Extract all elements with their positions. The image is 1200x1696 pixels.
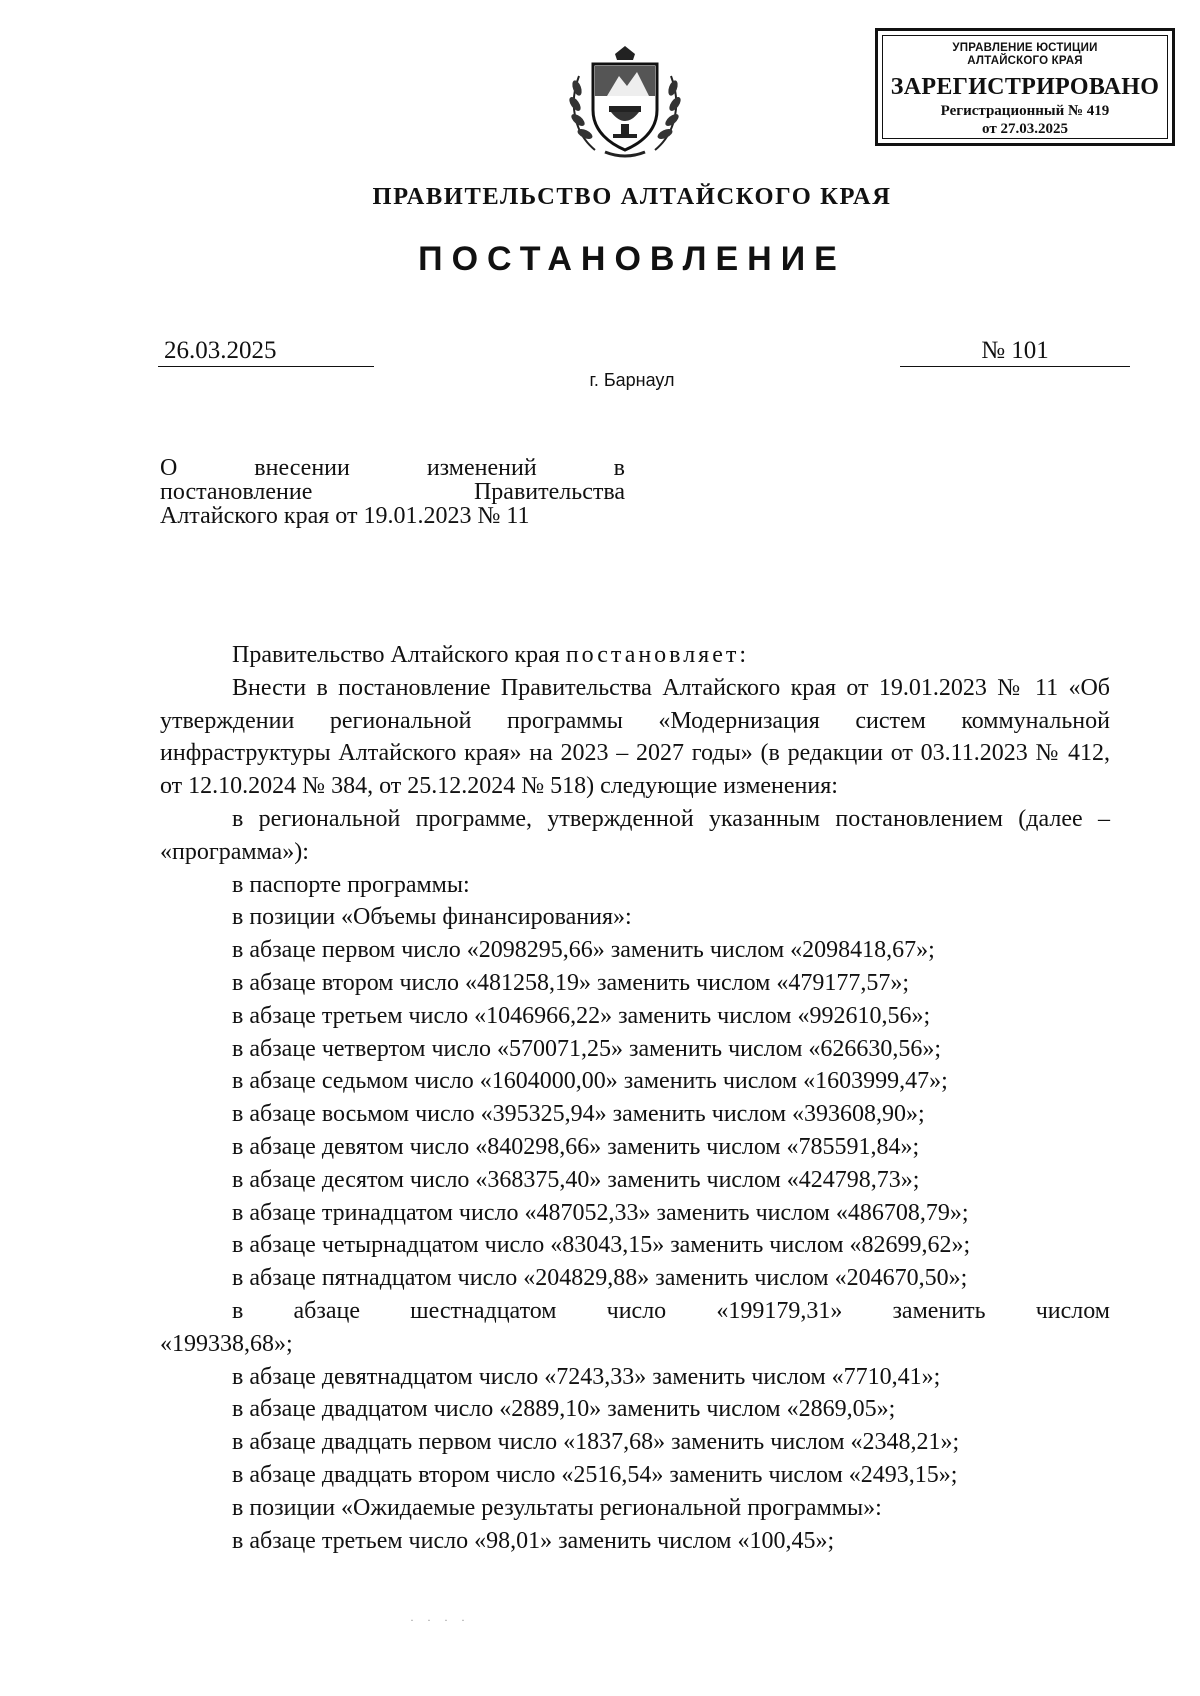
long-item-word: «199179,31»	[716, 1297, 843, 1324]
subject-word: изменений	[426, 455, 537, 481]
subject-word: внесении	[254, 455, 350, 481]
registration-stamp	[875, 28, 1175, 146]
amendment-list-a	[160, 869, 1110, 1295]
stamp-reg-date: от 27.03.2025	[982, 121, 1068, 137]
document-body	[160, 639, 1110, 1557]
amendment-item: в позиции «Ожидаемые результаты региональной программы»:	[232, 1494, 882, 1521]
subject-line-2	[160, 480, 625, 504]
stamp-status: ЗАРЕГИСТРИРОВАНО	[890, 74, 1160, 100]
amendment-item: в абзаце тринадцатом число «487052,33» заменить числом «486708,79»;	[232, 1199, 969, 1226]
amendment-item: в абзаце десятом число «368375,40» заменить числом «424798,73»;	[232, 1166, 920, 1193]
paragraph-2: в региональной программе, утвержденной указанным постановлением (далее – «программа»):	[160, 805, 1110, 865]
amendment-item: в абзаце третьем число «1046966,22» заменить числом «992610,56»;	[232, 1002, 931, 1029]
subject-word: постановление	[160, 479, 313, 505]
long-item-word: шестнадцатом	[410, 1297, 557, 1324]
subject-word: О	[160, 455, 178, 481]
document-number: № 101	[900, 336, 1130, 367]
amendment-item: в абзаце седьмом число «1604000,00» заменить числом «1603999,47»;	[232, 1068, 948, 1095]
document-type: ПОСТАНОВЛЕНИЕ	[418, 240, 846, 278]
amendment-item: в позиции «Объемы финансирования»:	[232, 904, 632, 931]
long-item-word: заменить	[892, 1297, 986, 1324]
amendment-list-b	[160, 1361, 1110, 1558]
intro-prefix: Правительство Алтайского края	[232, 642, 566, 668]
subject-word: в	[613, 455, 625, 481]
document-date: 26.03.2025	[158, 336, 374, 367]
paragraph-1: Внести в постановление Правительства Алтайского края от 19.01.2023 № 11 «Об утверждении региональной программы «Модернизация систем коммунальной инфраструктуры Алтайского края» на 2023 – 2027 годы» (в редакции от 03.11.2023 № 412, от 12.10.2024 № 384, от 25.12.2024 № 518) следующие изменения:	[160, 674, 1110, 800]
amendment-item: в абзаце третьем число «98,01» заменить числом «100,45»;	[232, 1527, 835, 1554]
amendment-item: в абзаце пятнадцатом число «204829,88» заменить числом «204670,50»;	[232, 1265, 968, 1292]
subject-line-1	[160, 456, 625, 480]
amendment-item: в паспорте программы:	[232, 871, 470, 898]
amendment-item: в абзаце двадцать первом число «1837,68» заменить числом «2348,21»;	[232, 1429, 960, 1456]
government-title: ПРАВИТЕЛЬСТВО АЛТАЙСКОГО КРАЯ	[372, 183, 892, 210]
document-subject	[160, 456, 625, 528]
document-city: г. Барнаул	[589, 370, 675, 390]
long-item-word: число	[606, 1297, 667, 1324]
coat-of-arms-icon	[565, 40, 685, 162]
stamp-reg-number: Регистрационный № 419	[940, 103, 1110, 119]
scan-artifact-dots: · · · ·	[410, 1613, 470, 1627]
amendment-long-item	[160, 1295, 1110, 1328]
long-item-word: абзаце	[293, 1297, 360, 1324]
stamp-org-line2: АЛТАЙСКОГО КРАЯ	[967, 55, 1083, 67]
amendment-item: в абзаце восьмом число «395325,94» заменить числом «393608,90»;	[232, 1101, 925, 1128]
amendment-long-item-continuation: «199338,68»;	[160, 1330, 293, 1357]
amendment-item: в абзаце девятом число «840298,66» заменить числом «785591,84»;	[232, 1133, 920, 1160]
amendment-item: в абзаце четырнадцатом число «83043,15» заменить числом «82699,62»;	[232, 1232, 971, 1259]
subject-word: Правительства	[473, 479, 625, 505]
stamp-org-line1: УПРАВЛЕНИЕ ЮСТИЦИИ	[952, 42, 1098, 54]
long-item-word: числом	[1035, 1297, 1110, 1324]
intro-suffix: :	[739, 642, 747, 668]
amendment-item: в абзаце двадцать втором число «2516,54» заменить числом «2493,15»;	[232, 1461, 958, 1488]
amendment-item: в абзаце втором число «481258,19» заменить числом «479177,57»;	[232, 969, 910, 996]
subject-line-3: Алтайского края от 19.01.2023 № 11	[160, 503, 530, 529]
amendment-item: в абзаце девятнадцатом число «7243,33» заменить числом «7710,41»;	[232, 1363, 941, 1390]
long-item-word: в	[232, 1297, 244, 1324]
intro-keyword: постановляет	[565, 642, 740, 668]
intro-paragraph	[160, 639, 1110, 672]
amendment-item: в абзаце двадцатом число «2889,10» заменить числом «2869,05»;	[232, 1396, 896, 1423]
amendment-item: в абзаце первом число «2098295,66» заменить числом «2098418,67»;	[232, 937, 935, 964]
stamp-inner-frame	[882, 35, 1168, 139]
amendment-item: в абзаце четвертом число «570071,25» заменить числом «626630,56»;	[232, 1035, 942, 1062]
